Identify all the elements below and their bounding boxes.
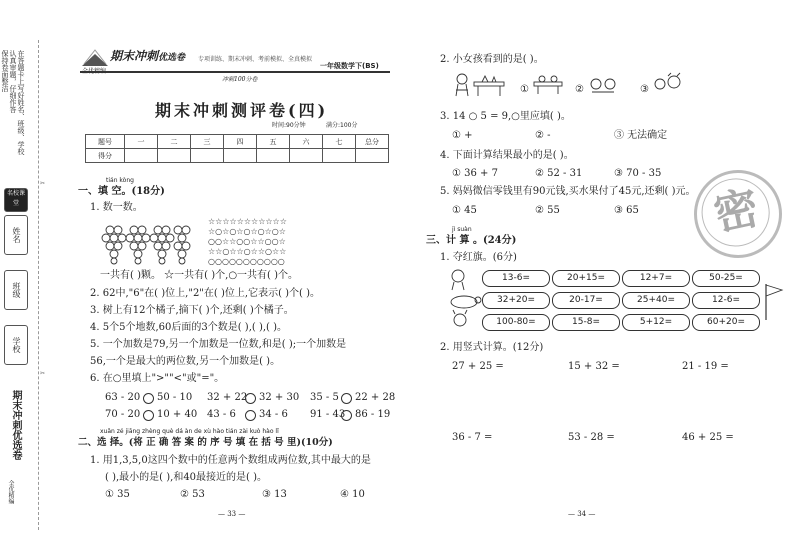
score-cell[interactable]	[191, 149, 224, 163]
s5-option[interactable]: ③ 65	[614, 205, 639, 216]
option2-figure	[532, 74, 566, 94]
q1-answer: 一共有( )颗。 ☆一共有( )个,○一共有( )个。	[100, 270, 299, 281]
q4-text: 4. 5个5个地数,60后面的3个数是( ),( ),( )。	[90, 322, 288, 333]
score-header-cell: 一	[125, 135, 158, 149]
flower-cluster-4	[174, 226, 190, 264]
flag-task: 32+20=	[482, 292, 550, 309]
compare-right: 34 - 6	[259, 409, 288, 420]
q5-text-line2: 56,一个是最大的两位数,另一个加数是( )。	[90, 356, 281, 367]
s4-option[interactable]: ① 36 + 7	[452, 168, 498, 179]
header-brand-suffix: 优选卷	[158, 53, 186, 63]
s4-text: 4. 下面计算结果最小的是( )。	[440, 150, 574, 161]
header-logo	[80, 46, 110, 74]
header-rule	[80, 71, 390, 73]
c2-text: 2. 用竖式计算。(12分)	[440, 342, 544, 353]
exam-time: 时间:90分钟	[272, 122, 306, 129]
flower-cluster-3	[150, 226, 174, 264]
c1-text: 1. 夺红旗。(6分)	[440, 252, 517, 263]
compare-circle[interactable]	[341, 393, 352, 404]
score-header-cell: 总分	[356, 135, 389, 149]
compare-circle[interactable]	[245, 410, 256, 421]
score-table-row	[86, 149, 389, 163]
compare-circle[interactable]	[143, 393, 154, 404]
option3-figure	[588, 74, 618, 94]
binding-mark-2: ✂	[40, 370, 46, 377]
stars-circles-figure	[208, 215, 308, 267]
flag-task: 100-80=	[482, 314, 550, 331]
girl-table-figure	[452, 72, 512, 98]
option3b-figure	[652, 72, 682, 96]
flag-task: 12-6=	[692, 292, 760, 309]
svg-text:○○○○○○○○○○○: ○○○○○○○○○○○	[208, 257, 285, 266]
logo-sub: 全优精编	[82, 68, 107, 75]
score-cell[interactable]	[125, 149, 158, 163]
flag-task: 60+20=	[692, 314, 760, 331]
score-cell[interactable]	[290, 149, 323, 163]
s3-option[interactable]: ② -	[535, 130, 551, 141]
header-sub: 冲刺100分卷	[222, 76, 258, 83]
sidebar-note-3: 保持卷面整洁	[1, 50, 9, 92]
flag-task: 25+40=	[622, 292, 690, 309]
header-grade: 一年级数学下(BS)	[320, 62, 379, 70]
score-header-cell: 题号	[86, 135, 125, 149]
flag-task: 15-8=	[552, 314, 620, 331]
svg-text:☆☆○☆☆○☆☆○☆☆: ☆☆○☆☆○☆☆○☆☆	[208, 247, 287, 256]
sidebar-note-2: 认真审题，仔细作答	[9, 50, 17, 113]
s5-option[interactable]: ② 55	[535, 205, 560, 216]
score-cell[interactable]	[356, 149, 389, 163]
svg-text:☆☆☆☆☆☆☆☆☆☆☆: ☆☆☆☆☆☆☆☆☆☆☆	[208, 217, 287, 226]
compare-circle[interactable]	[245, 393, 256, 404]
score-cell[interactable]	[257, 149, 290, 163]
compare-left: 63 - 20	[105, 392, 141, 403]
s1-text-line2: ( ),最小的是( ),和40最接近的是( )。	[105, 472, 268, 483]
left-sidebar	[0, 30, 32, 530]
stamp-char: 密	[709, 182, 764, 242]
compare-row-1	[105, 392, 395, 404]
s1-option[interactable]: ③ 13	[262, 489, 287, 500]
name-field[interactable]: 姓名	[4, 215, 28, 255]
flag-task: 50-25=	[692, 270, 760, 287]
score-header-cell: 三	[191, 135, 224, 149]
s2-text: 2. 小女孩看到的是( )。	[440, 54, 544, 65]
sidebar-logo	[6, 390, 26, 510]
score-header-cell: 六	[290, 135, 323, 149]
svg-text:☆○☆○☆○☆○☆○☆: ☆○☆○☆○☆○☆○☆	[208, 227, 286, 236]
score-header-cell: 七	[323, 135, 356, 149]
q2-text: 2. 62中,"6"在( )位上,"2"在( )位上,它表示( )个( )。	[90, 288, 321, 299]
compare-row-2	[105, 409, 395, 421]
q5-text-line1: 5. 一个加数是79,另一个加数是一位数,和是( );一个加数是	[90, 339, 347, 350]
sec3-title: 三、计 算 。(24分)	[426, 235, 517, 246]
score-table	[85, 134, 389, 163]
flower-cluster-2	[126, 226, 150, 264]
header-tagline: 专项训练、期末冲刺、考前模拟、全真模拟	[198, 56, 313, 63]
q3-text: 3. 树上有12个橘子,摘下( )个,还剩( )个橘子。	[90, 305, 294, 316]
header-brand-main: 期末冲刺	[110, 49, 159, 63]
score-cell[interactable]	[224, 149, 257, 163]
flag-task: 5+12=	[622, 314, 690, 331]
vertical-calc: 53 - 28 =	[568, 432, 615, 443]
sidebar-brand-name: 期末冲刺优选卷	[10, 390, 21, 460]
vertical-calc: 36 - 7 =	[452, 432, 493, 443]
s1-text-line1: 1. 用1,3,5,0这四个数中的任意两个数组成两位数,其中最大的是	[90, 455, 371, 466]
s4-option[interactable]: ③ 70 - 35	[614, 168, 662, 179]
score-header-cell: 四	[224, 135, 257, 149]
s2-option[interactable]: ②	[575, 84, 584, 95]
counting-circles-figure	[100, 218, 195, 268]
sec3-pinyin: jì suàn	[452, 226, 472, 233]
compare-right: 10 + 40	[157, 409, 198, 420]
score-row-label: 得分	[86, 149, 125, 163]
compare-left: 43 - 6	[207, 409, 236, 420]
s3-option[interactable]: ③ 无法确定	[614, 130, 668, 141]
compare-right: 86 - 19	[355, 409, 391, 420]
vertical-calc: 15 + 32 =	[568, 361, 620, 372]
s1-option[interactable]: ① 35	[105, 489, 130, 500]
class-field[interactable]: 班级	[4, 270, 28, 310]
animals-figure	[446, 268, 482, 330]
confidential-stamp	[686, 162, 790, 266]
vertical-calc: 27 + 25 =	[452, 361, 504, 372]
score-header-cell: 二	[158, 135, 191, 149]
score-cell[interactable]	[323, 149, 356, 163]
s4-option[interactable]: ② 52 - 31	[535, 168, 583, 179]
s2-option[interactable]: ③	[640, 84, 649, 95]
compare-left: 35 - 5	[310, 392, 339, 403]
flag-task: 13-6=	[482, 270, 550, 287]
flag-task: 20-17=	[552, 292, 620, 309]
compare-left: 70 - 20	[105, 409, 141, 420]
binding-mark-1: ✂	[40, 180, 46, 187]
sec2-pinyin: xuǎn zé jiāng zhèng què dá àn de xù hào tián zài kuò hào lǐ	[100, 428, 279, 435]
sidebar-note-1: 在答题卡上写好姓名、班级、学校	[17, 50, 25, 155]
s5-text: 5. 妈妈微信零钱里有90元钱,买水果付了45元,还剩( )元。	[440, 186, 696, 197]
compare-circle[interactable]	[143, 410, 154, 421]
s2-option[interactable]: ①	[520, 84, 529, 95]
page-number-left: — 33 —	[218, 510, 246, 518]
header-brand	[110, 50, 185, 64]
flower-cluster-1	[102, 226, 126, 264]
s5-option[interactable]: ① 45	[452, 205, 477, 216]
vertical-calc: 46 + 25 =	[682, 432, 734, 443]
binding-line	[38, 40, 39, 530]
compare-left: 91 - 43	[310, 409, 346, 420]
sec1-title: 一、填 空。(18分)	[78, 186, 165, 197]
score-cell[interactable]	[158, 149, 191, 163]
compare-left: 32 + 22	[207, 392, 248, 403]
compare-circle[interactable]	[341, 410, 352, 421]
score-header-cell: 五	[257, 135, 290, 149]
sidebar-brand-badge: 名校课堂	[4, 188, 28, 212]
s3-option[interactable]: ① +	[452, 130, 473, 141]
sidebar-brand-sub: 全优精编	[7, 480, 14, 504]
flag-task: 20+15=	[552, 270, 620, 287]
compare-right: 32 + 30	[259, 392, 300, 403]
q6-text: 6. 在○里填上">""<"或"="。	[90, 373, 225, 384]
score-table-header	[86, 135, 389, 149]
flag-task: 12+7=	[622, 270, 690, 287]
exam-score: 满分:100分	[326, 122, 358, 129]
q1-text: 1. 数一数。	[90, 202, 143, 213]
svg-text:○○☆☆○○☆☆○○☆: ○○☆☆○○☆☆○○☆	[208, 237, 286, 246]
page-number-right: — 34 —	[568, 510, 596, 518]
page-title: 期末冲刺测评卷(四)	[155, 101, 329, 120]
school-field[interactable]: 学校	[4, 325, 28, 365]
red-flag-icon	[762, 282, 786, 322]
vertical-calc: 21 - 19 =	[682, 361, 729, 372]
compare-right: 50 - 10	[157, 392, 193, 403]
compare-right: 22 + 28	[355, 392, 396, 403]
s1-option[interactable]: ② 53	[180, 489, 205, 500]
s1-option[interactable]: ④ 10	[340, 489, 365, 500]
s3-text: 3. 14 ○ 5 = 9,○里应填( )。	[440, 111, 571, 122]
sec2-title: 二、选 择。(将 正 确 答 案 的 序 号 填 在 括 号 里)(10分)	[78, 437, 333, 448]
sec1-pinyin: tián kòng	[106, 177, 134, 184]
